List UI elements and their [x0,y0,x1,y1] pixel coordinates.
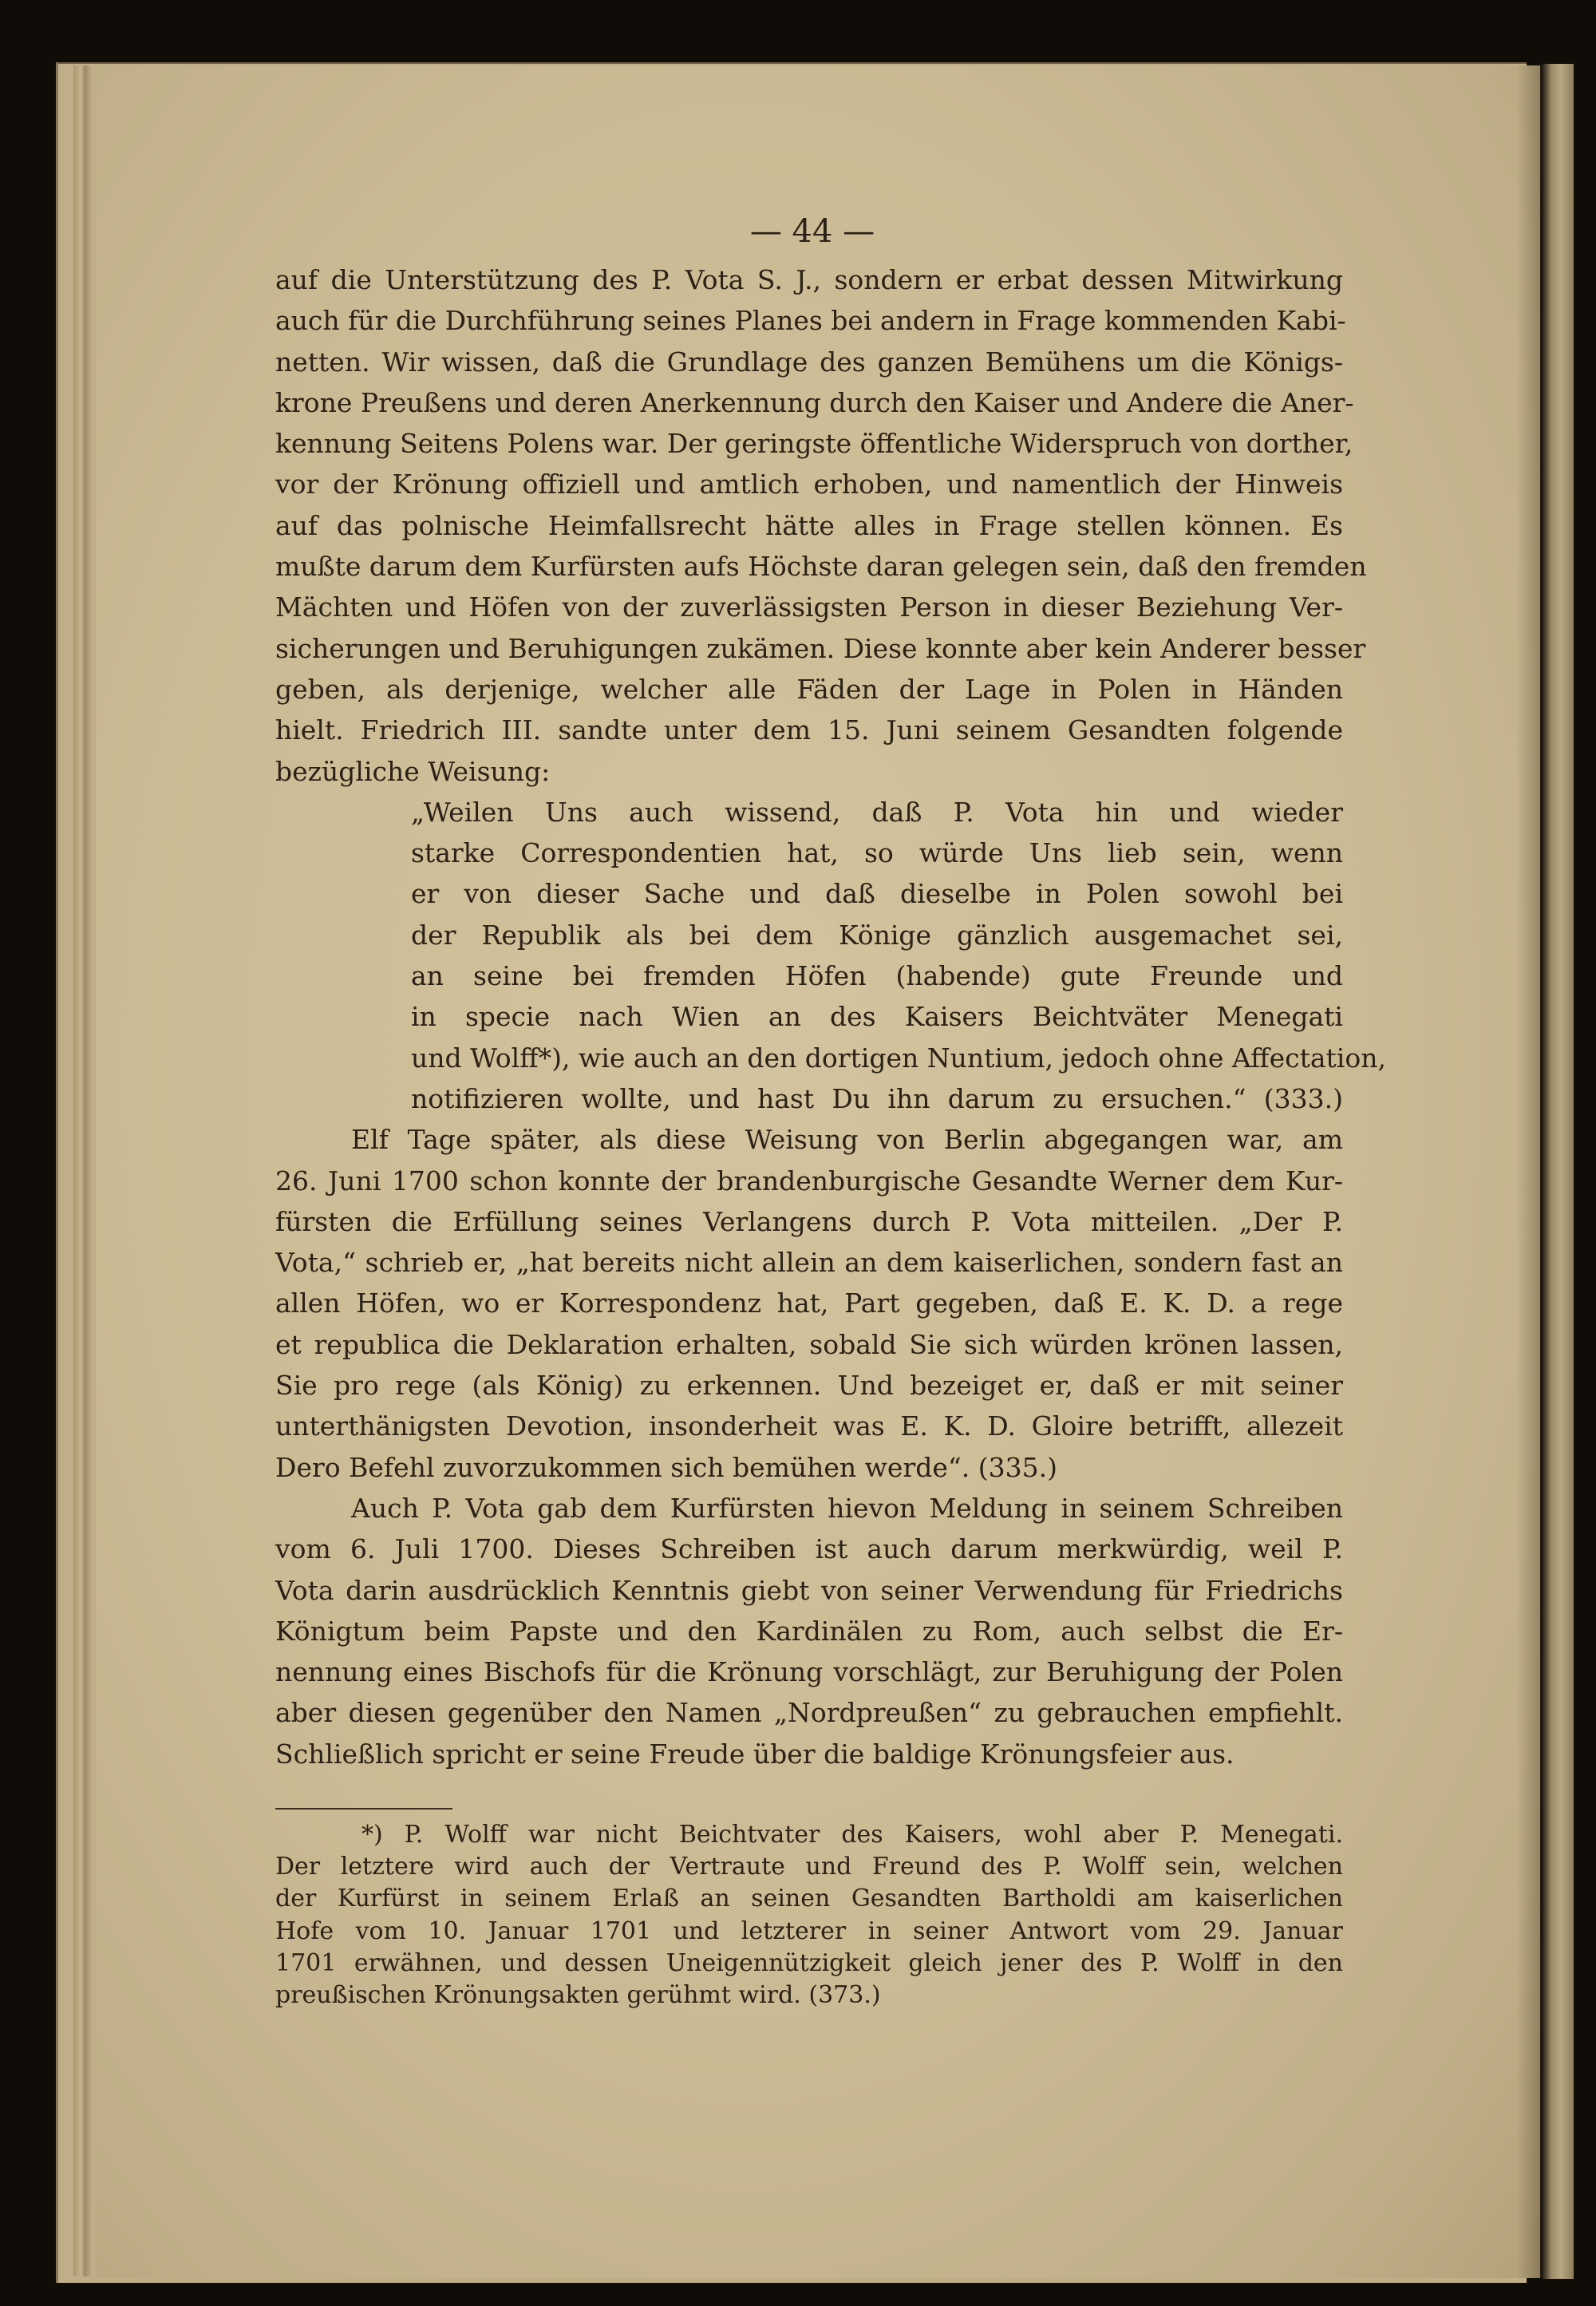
text-line: auch für die Durchführung seines Planes bei andern in Frage kommenden Kabi- [275,305,1346,337]
quote-line: der Republik als bei dem Könige gänzlich ausgemachet sei, [411,919,1343,951]
text-line: sicherungen und Beruhigungen zukämen. Diese konnte aber kein Anderer besser [275,632,1366,664]
text-line: nennung eines Bischofs für die Krönung vorschlägt, zur Beruhigung der Polen [275,1656,1343,1688]
text-line: Mächten und Höfen von der zuverlässigsten Person in dieser Beziehung Ver- [275,591,1343,623]
page-edge [73,65,93,2276]
text-line: Dero Befehl zuvorzukommen sich bemühen werde“. (335.) [275,1451,1057,1483]
quote-line: notifizieren wollte, und hast Du ihn darum zu ersuchen.“ (333.) [411,1082,1343,1114]
footnote-line: Der letztere wird auch der Vertraute und Freund des P. Wolff sein, welchen [275,1853,1343,1881]
facing-page-edge [1542,64,1574,2279]
text-line: kennung Seitens Polens war. Der geringste öffentliche Widerspruch von dorther, [275,428,1353,460]
quote-line: er von dieser Sache und daß dieselbe in Polen sowohl bei [411,878,1343,910]
quote-line: in specie nach Wien an des Kaisers Beichtväter Menegati [411,1001,1343,1033]
text-line: aber diesen gegenüber den Namen „Nordpreußen“ zu gebrauchen empfiehlt. [275,1697,1343,1729]
quote-line: an seine bei fremden Höfen (habende) gute Freunde und [411,960,1343,992]
quote-line: und Wolff*), wie auch an den dortigen Nuntium, jedoch ohne Affectation, [411,1042,1386,1074]
text-line: 26. Juni 1700 schon konnte der brandenburgische Gesandte Werner dem Kur- [275,1165,1343,1197]
footnote-line: 1701 erwähnen, und dessen Uneigennützigkeit gleich jener des P. Wolff in den [275,1948,1343,1977]
footnote-line: der Kurfürst in seinem Erlaß an seinen Gesandten Bartholdi am kaiserlichen [275,1885,1343,1913]
paragraph-1 [275,259,1367,792]
quote-line: „Weilen Uns auch wissend, daß P. Vota hin und wieder [411,796,1343,828]
text-line: Vota darin ausdrücklich Kenntnis giebt von seiner Verwendung für Friedrichs [275,1574,1343,1606]
text-line: auf das polnische Heimfallsrecht hätte alles in Frage stellen können. Es [275,509,1343,541]
spacer [275,1774,1343,1808]
page-text [275,204,1386,2011]
text-line: et republica die Deklaration erhalten, sobald Sie sich würden krönen lassen, [275,1328,1343,1360]
text-line: Schließlich spricht er seine Freude über die baldige Krönungsfeier aus. [275,1738,1235,1770]
text-line: geben, als derjenige, welcher alle Fäden der Lage in Polen in Händen [275,673,1343,705]
text-line: Königtum beim Papste und den Kardinälen zu Rom, auch selbst die Er- [275,1615,1343,1647]
text-line: Auch P. Vota gab dem Kurfürsten hievon Meldung in seinem Schreiben [351,1492,1343,1524]
text-line: Sie pro rege (als König) zu erkennen. Und bezeiget er, daß er mit seiner [275,1370,1343,1402]
gutter-shadow [1516,65,1542,2278]
text-line: Vota,“ schrieb er, „hat bereits nicht allein an dem kaiserlichen, sondern fast an [275,1247,1343,1279]
quote-line: starke Correspondentien hat, so würde Uns lieb sein, wenn [411,837,1343,869]
paragraph-3 [275,1488,1343,1774]
footnote [275,1819,1343,2011]
footnote-line: preußischen Krönungsakten gerühmt wird. (373.) [275,1980,881,2009]
block-quote [275,792,1386,1119]
text-line: auf die Unterstützung des P. Vota S. J., sondern er erbat dessen Mitwirkung [275,264,1343,295]
footnote-rule [275,1808,452,1810]
footnote-line: Hofe vom 10. Januar 1701 und letzterer in seiner Antwort vom 29. Januar [275,1916,1343,1945]
paragraph-2 [275,1119,1343,1488]
text-line: vom 6. Juli 1700. Dieses Schreiben ist auch darum merkwürdig, weil P. [275,1533,1343,1565]
text-line: Elf Tage später, als diese Weisung von Berlin abgegangen war, am [351,1124,1343,1156]
footnote-line: *) P. Wolff war nicht Beichtvater des Kaisers, wohl aber P. Menegati. [361,1820,1343,1849]
text-line: netten. Wir wissen, daß die Grundlage des ganzen Bemühens um die Königs- [275,346,1343,378]
text-line: mußte darum dem Kurfürsten aufs Höchste daran gelegen sein, daß den fremden [275,551,1367,583]
text-line: unterthänigsten Devotion, insonderheit was E. K. D. Gloire betrifft, allezeit [275,1410,1343,1442]
text-line: vor der Krönung offiziell und amtlich erhoben, und namentlich der Hinweis [275,469,1343,500]
text-line: bezügliche Weisung: [275,755,551,787]
page-number: — 44 — [749,213,875,250]
text-line: krone Preußens und deren Anerkennung durch den Kaiser und Andere die Aner- [275,386,1354,418]
text-line: fürsten die Erfüllung seines Verlangens durch P. Vota mitteilen. „Der P. [275,1205,1343,1237]
text-line: allen Höfen, wo er Korrespondenz hat, Part gegeben, daß E. K. D. a rege [275,1287,1343,1319]
text-line: hielt. Friedrich III. sandte unter dem 15. Juni seinem Gesandten folgende [275,714,1343,746]
